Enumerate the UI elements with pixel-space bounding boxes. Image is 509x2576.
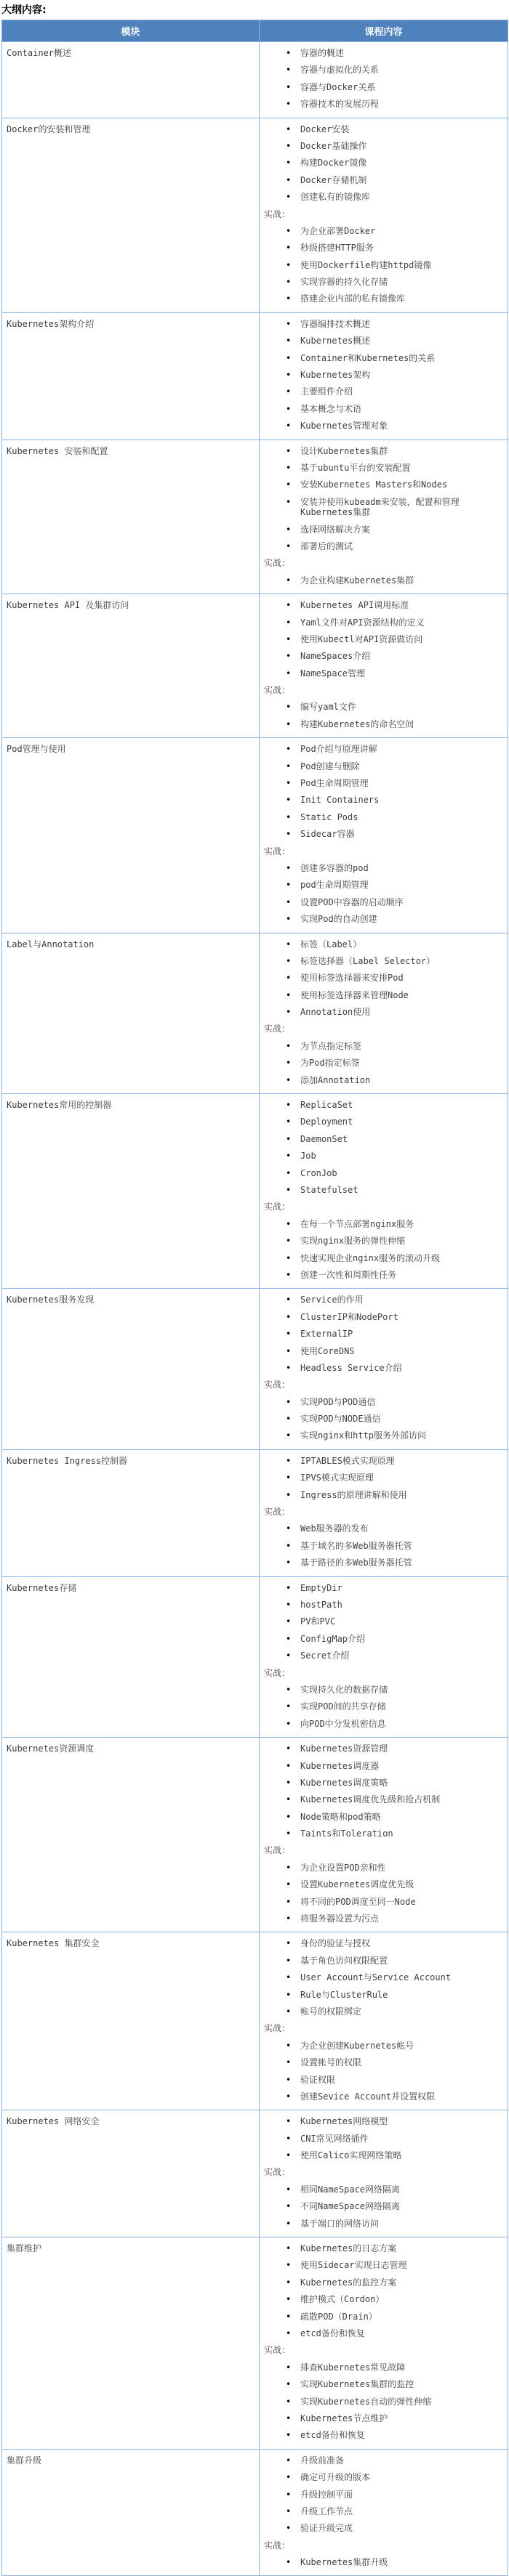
topic-item: • 升级工作节点 bbox=[264, 2506, 503, 2516]
topic-item: • Ingress的原理讲解和使用 bbox=[264, 1490, 503, 1500]
content-cell bbox=[260, 312, 508, 440]
table-row bbox=[2, 738, 508, 933]
content-cell bbox=[260, 1576, 508, 1738]
topic-list bbox=[264, 939, 503, 1018]
practice-list bbox=[264, 2041, 503, 2102]
practice-item: • 验证权限 bbox=[264, 2075, 503, 2085]
practice-item: • 实现Kubernetes自动的弹性伸缩 bbox=[264, 2397, 503, 2407]
practice-item: • 创建多容器的pod bbox=[264, 863, 503, 873]
practice-item: • 实现Pod的自动创建 bbox=[264, 914, 503, 924]
practice-item: • 设置POD中容器的启动顺序 bbox=[264, 897, 503, 907]
practice-item: • 为节点指定标签 bbox=[264, 1041, 503, 1051]
module-cell: Kubernetes常用的控制器 bbox=[2, 1094, 260, 1289]
practice-list bbox=[264, 1041, 503, 1085]
table-row bbox=[2, 118, 508, 312]
content-cell bbox=[260, 933, 508, 1094]
content-cell bbox=[260, 738, 508, 933]
content-cell bbox=[260, 1932, 508, 2110]
topic-item: • Headless Service介绍 bbox=[264, 1363, 503, 1373]
practice-label: 实战： bbox=[264, 208, 291, 219]
practice-item: • 使用Dockerfile构建httpd镜像 bbox=[264, 260, 503, 270]
topic-item: • Statefulset bbox=[264, 1185, 503, 1195]
practice-list bbox=[264, 1685, 503, 1729]
topic-item: • EmptyDir bbox=[264, 1583, 503, 1593]
topic-item: • 选择网络解决方案 bbox=[264, 524, 503, 535]
practice-item: • 排查Kubernetes常见故障 bbox=[264, 2362, 503, 2373]
practice-label: 实战： bbox=[264, 1024, 291, 1034]
topic-item: • Taints和Toleration bbox=[264, 1828, 503, 1839]
topic-item: • 使用CoreDNS bbox=[264, 1346, 503, 1356]
practice-item: • 创建Sevice Account并设置权限 bbox=[264, 2091, 503, 2102]
topic-item: • Pod介绍与原理讲解 bbox=[264, 744, 503, 754]
topic-item: • Kubernetes的监控方案 bbox=[264, 2277, 503, 2288]
content-cell bbox=[260, 1094, 508, 1289]
topic-item: • Kubernetes调度优先级和抢占机制 bbox=[264, 1794, 503, 1805]
topic-item: • 安装Kubernetes Masters和Nodes bbox=[264, 479, 503, 490]
practice-item: • 实现容器的持久化存储 bbox=[264, 277, 503, 287]
module-cell: Pod管理与使用 bbox=[2, 738, 260, 933]
topic-item: • ConfigMap介绍 bbox=[264, 1634, 503, 1644]
practice-label: 实战： bbox=[264, 2540, 291, 2551]
table-row bbox=[2, 42, 508, 118]
practice-label: 实战： bbox=[264, 685, 291, 696]
topic-item: • 验证升级完成 bbox=[264, 2523, 503, 2533]
topic-item: • NameSpace管理 bbox=[264, 668, 503, 679]
practice-list bbox=[264, 1523, 503, 1568]
topic-item: • Docker基础操作 bbox=[264, 141, 503, 151]
practice-item: • 创建一次性和周期性任务 bbox=[264, 1270, 503, 1280]
topic-item: • Service的作用 bbox=[264, 1295, 503, 1305]
practice-list bbox=[264, 702, 503, 729]
table-row bbox=[2, 933, 508, 1094]
topic-item: • 疏散POD（Drain） bbox=[264, 2312, 503, 2322]
practice-item: • 基于域名的多Web服务器托管 bbox=[264, 1541, 503, 1551]
practice-item: • 实现Kubernetes集群的监控 bbox=[264, 2379, 503, 2389]
practice-label: 实战： bbox=[264, 1667, 291, 1678]
topic-item: • NameSpaces介绍 bbox=[264, 651, 503, 661]
practice-list bbox=[264, 575, 503, 586]
practice-item: • 实现POD与POD通信 bbox=[264, 1397, 503, 1407]
practice-item: • 构建Kubernetes的命名空间 bbox=[264, 719, 503, 729]
practice-item: • pod生命周期管理 bbox=[264, 880, 503, 890]
course-outline-table bbox=[1, 20, 508, 2576]
table-row bbox=[2, 1576, 508, 1738]
table-row bbox=[2, 312, 508, 440]
module-cell: Kubernetes资源调度 bbox=[2, 1738, 260, 1932]
topic-item: • Secret介绍 bbox=[264, 1650, 503, 1661]
topic-item: • hostPath bbox=[264, 1600, 503, 1610]
topic-item: • 基于角色访问权限配置 bbox=[264, 1956, 503, 1966]
module-cell: Kubernetes 安装和配置 bbox=[2, 440, 260, 594]
table-row bbox=[2, 1738, 508, 1932]
module-cell: Label与Annotation bbox=[2, 933, 260, 1094]
practice-label: 实战： bbox=[264, 846, 291, 856]
topic-item: • CronJob bbox=[264, 1168, 503, 1178]
topic-item: • 容器与Docker关系 bbox=[264, 82, 503, 92]
practice-list bbox=[264, 226, 503, 304]
topic-item: • Kubernetes调度器 bbox=[264, 1761, 503, 1771]
module-cell: Kubernetes 集群安全 bbox=[2, 1932, 260, 2110]
practice-label: 实战： bbox=[264, 2345, 291, 2356]
topic-item: • 基于ubuntu平台的安装配置 bbox=[264, 463, 503, 473]
topic-item: • 升级前准备 bbox=[264, 2455, 503, 2466]
table-row bbox=[2, 1289, 508, 1450]
topic-item: • CNI常见网络插件 bbox=[264, 2134, 503, 2144]
practice-label: 实战： bbox=[264, 1380, 291, 1390]
practice-item: • 设置Kubernetes调度优先级 bbox=[264, 1879, 503, 1890]
practice-label: 实战： bbox=[264, 1507, 291, 1518]
topic-item: • Kubernetes API调用标准 bbox=[264, 600, 503, 610]
topic-item: • Kubernetes资源管理 bbox=[264, 1743, 503, 1754]
topic-list bbox=[264, 1100, 503, 1195]
practice-item: • 为企业设置POD亲和性 bbox=[264, 1863, 503, 1873]
topic-item: • 使用Calico实现网络策略 bbox=[264, 2150, 503, 2160]
practice-label: 实战： bbox=[264, 2167, 291, 2178]
topic-item: • Kubernetes管理对象 bbox=[264, 421, 503, 431]
practice-item: • 为Pod指定标签 bbox=[264, 1058, 503, 1068]
topic-list bbox=[264, 1938, 503, 2017]
topic-list bbox=[264, 319, 503, 432]
practice-list bbox=[264, 1219, 503, 1281]
topic-item: • Container和Kubernetes的关系 bbox=[264, 353, 503, 363]
topic-item: • IPVS模式实现原理 bbox=[264, 1473, 503, 1483]
practice-item: • 在每一个节点部署nginx服务 bbox=[264, 1219, 503, 1229]
topic-list bbox=[264, 124, 503, 203]
topic-item: • ExternalIP bbox=[264, 1329, 503, 1339]
topic-item: • User Account与Service Account bbox=[264, 1972, 503, 1982]
practice-item: • 添加Annotation bbox=[264, 1075, 503, 1085]
practice-list bbox=[264, 1863, 503, 1924]
topic-item: • Deployment bbox=[264, 1117, 503, 1127]
content-cell bbox=[260, 2110, 508, 2237]
topic-item: • Docker安装 bbox=[264, 124, 503, 134]
practice-item: • 基于路径的多Web服务器托管 bbox=[264, 1558, 503, 1568]
topic-list bbox=[264, 446, 503, 552]
topic-item: • 主要组件介绍 bbox=[264, 386, 503, 397]
module-cell: Kubernetes 网络安全 bbox=[2, 2110, 260, 2237]
topic-item: • Init Containers bbox=[264, 795, 503, 805]
topic-item: • ReplicaSet bbox=[264, 1100, 503, 1110]
topic-item: • Yaml文件对API资源结构的定义 bbox=[264, 617, 503, 628]
topic-item: • 标签选择器（Label Selector） bbox=[264, 956, 503, 966]
topic-item: • 使用标签选择器来安排Pod bbox=[264, 973, 503, 983]
table-row bbox=[2, 1932, 508, 2110]
table-row bbox=[2, 440, 508, 594]
topic-item: • Annotation使用 bbox=[264, 1007, 503, 1017]
practice-item: • 实现POD与NODE通信 bbox=[264, 1414, 503, 1424]
outline-table-body bbox=[2, 42, 508, 2576]
topic-item: • Rule与ClusterRule bbox=[264, 1990, 503, 2000]
practice-list bbox=[264, 2557, 503, 2567]
content-cell bbox=[260, 440, 508, 594]
practice-list bbox=[264, 863, 503, 925]
practice-item: • 实现持久化的数据存储 bbox=[264, 1685, 503, 1695]
topic-item: • 容器与虚拟化的关系 bbox=[264, 65, 503, 75]
module-cell: Kubernetes存储 bbox=[2, 1576, 260, 1738]
practice-item: • 向POD中分发机密信息 bbox=[264, 1719, 503, 1729]
practice-item: • Web服务器的发布 bbox=[264, 1523, 503, 1534]
practice-item: • 将服务器设置为污点 bbox=[264, 1913, 503, 1924]
content-cell bbox=[260, 1289, 508, 1450]
practice-item: • 不同NameSpace网络隔离 bbox=[264, 2201, 503, 2211]
topic-item: • Docker存储机制 bbox=[264, 175, 503, 185]
topic-item: • 使用Sidecar实现日志管理 bbox=[264, 2260, 503, 2270]
table-row bbox=[2, 1094, 508, 1289]
practice-item: • 秒级搭建HTTP服务 bbox=[264, 243, 503, 253]
practice-list bbox=[264, 2362, 503, 2441]
topic-list bbox=[264, 1456, 503, 1500]
topic-item: • 升级控制平面 bbox=[264, 2490, 503, 2500]
column-header-content: 课程内容 bbox=[260, 20, 508, 42]
topic-item: • PV和PVC bbox=[264, 1616, 503, 1627]
module-cell: 集群升级 bbox=[2, 2449, 260, 2576]
topic-item: • 标签（Label） bbox=[264, 939, 503, 949]
topic-item: • Pod生命周期管理 bbox=[264, 778, 503, 788]
practice-item: • 实现nginx服务的弹性伸缩 bbox=[264, 1236, 503, 1246]
topic-item: • 容器技术的发展历程 bbox=[264, 99, 503, 109]
topic-item: • 容器的概述 bbox=[264, 48, 503, 58]
practice-item: • 相同NameSpace网络隔离 bbox=[264, 2184, 503, 2195]
module-cell: Kubernetes API 及集群访问 bbox=[2, 594, 260, 738]
practice-item: • Kubernetes节点维护 bbox=[264, 2413, 503, 2423]
practice-label: 实战： bbox=[264, 558, 291, 569]
practice-label: 实战： bbox=[264, 2023, 291, 2034]
page-title: 大纲内容: bbox=[1, 4, 47, 16]
practice-list bbox=[264, 1397, 503, 1441]
practice-label: 实战： bbox=[264, 1845, 291, 1856]
content-cell bbox=[260, 1738, 508, 1932]
content-cell bbox=[260, 594, 508, 738]
topic-item: • 基本概念与术语 bbox=[264, 404, 503, 414]
practice-item: • 设置帐号的权限 bbox=[264, 2057, 503, 2067]
topic-item: • 确定可升级的版本 bbox=[264, 2472, 503, 2482]
table-row bbox=[2, 2237, 508, 2450]
module-cell: 集群维护 bbox=[2, 2237, 260, 2450]
topic-list bbox=[264, 1583, 503, 1661]
practice-item: • 搭建企业内部的私有镜像库 bbox=[264, 293, 503, 304]
practice-item: • 为企业构建Kubernetes集群 bbox=[264, 575, 503, 586]
topic-list bbox=[264, 744, 503, 839]
topic-item: • etcd备份和恢复 bbox=[264, 2328, 503, 2338]
topic-list bbox=[264, 48, 503, 110]
topic-item: • Job bbox=[264, 1151, 503, 1161]
topic-item: • 构建Docker镜像 bbox=[264, 158, 503, 168]
topic-item: • 创建私有的镜像库 bbox=[264, 192, 503, 202]
topic-list bbox=[264, 2455, 503, 2534]
topic-item: • 使用标签选择器来管理Node bbox=[264, 990, 503, 1000]
practice-item: • 编写yaml文件 bbox=[264, 702, 503, 712]
practice-label: 实战： bbox=[264, 1202, 291, 1212]
topic-item: • 维护模式（Cordon） bbox=[264, 2294, 503, 2304]
practice-item: • 将不同的POD调度至同一Node bbox=[264, 1897, 503, 1907]
topic-item: • 部署后的测试 bbox=[264, 541, 503, 551]
table-row bbox=[2, 594, 508, 738]
content-cell bbox=[260, 1449, 508, 1576]
topic-item: • 设计Kubernetes集群 bbox=[264, 446, 503, 456]
table-header-row bbox=[2, 20, 508, 42]
practice-item: • 基于端口的网络访问 bbox=[264, 2219, 503, 2229]
practice-item: • 实现POD间的共享存储 bbox=[264, 1701, 503, 1712]
table-row bbox=[2, 2110, 508, 2237]
content-cell bbox=[260, 2449, 508, 2576]
module-cell: Kubernetes Ingress控制器 bbox=[2, 1449, 260, 1576]
topic-list bbox=[264, 2116, 503, 2160]
content-cell bbox=[260, 42, 508, 118]
practice-list bbox=[264, 2184, 503, 2229]
topic-item: • Kubernetes网络模型 bbox=[264, 2116, 503, 2126]
topic-item: • Kubernetes的日志方案 bbox=[264, 2243, 503, 2253]
topic-item: • Pod创建与删除 bbox=[264, 761, 503, 771]
topic-list bbox=[264, 1743, 503, 1839]
module-cell: Kubernetes架构介绍 bbox=[2, 312, 260, 440]
module-cell: Kubernetes服务发现 bbox=[2, 1289, 260, 1450]
practice-item: • Kubernetes集群升级 bbox=[264, 2557, 503, 2567]
module-cell: Docker的安装和管理 bbox=[2, 118, 260, 312]
topic-list bbox=[264, 600, 503, 679]
topic-item: • 安装并使用kubeadm来安装，配置和管理Kubernetes集群 bbox=[264, 497, 503, 518]
topic-item: • IPTABLES模式实现原理 bbox=[264, 1456, 503, 1466]
practice-item: • 实现nginx和http服务外部访问 bbox=[264, 1430, 503, 1441]
topic-item: • 使用Kubectl对API资源做访问 bbox=[264, 634, 503, 644]
topic-item: • DaemonSet bbox=[264, 1134, 503, 1144]
topic-item: • Kubernetes概述 bbox=[264, 336, 503, 346]
topic-item: • ClusterIP和NodePort bbox=[264, 1312, 503, 1322]
topic-item: • 帐号的权限绑定 bbox=[264, 2006, 503, 2017]
topic-item: • Sidecar容器 bbox=[264, 829, 503, 839]
topic-item: • 身份的验证与授权 bbox=[264, 1938, 503, 1948]
topic-item: • Node策略和pod策略 bbox=[264, 1812, 503, 1822]
topic-item: • Kubernetes调度策略 bbox=[264, 1778, 503, 1788]
topic-list bbox=[264, 1295, 503, 1373]
practice-item: • 快速实现企业nginx服务的滚动升级 bbox=[264, 1253, 503, 1263]
practice-item: • etcd备份和恢复 bbox=[264, 2430, 503, 2440]
table-row bbox=[2, 1449, 508, 1576]
practice-item: • 为企业创建Kubernetes帐号 bbox=[264, 2041, 503, 2051]
content-cell bbox=[260, 118, 508, 312]
topic-item: • Static Pods bbox=[264, 812, 503, 822]
topic-item: • 容器编排技术概述 bbox=[264, 319, 503, 329]
content-cell bbox=[260, 2237, 508, 2450]
practice-item: • 为企业部署Docker bbox=[264, 226, 503, 236]
column-header-module: 模块 bbox=[2, 20, 260, 42]
module-cell: Container概述 bbox=[2, 42, 260, 118]
topic-item: • Kubernetes架构 bbox=[264, 370, 503, 380]
table-row bbox=[2, 2449, 508, 2576]
